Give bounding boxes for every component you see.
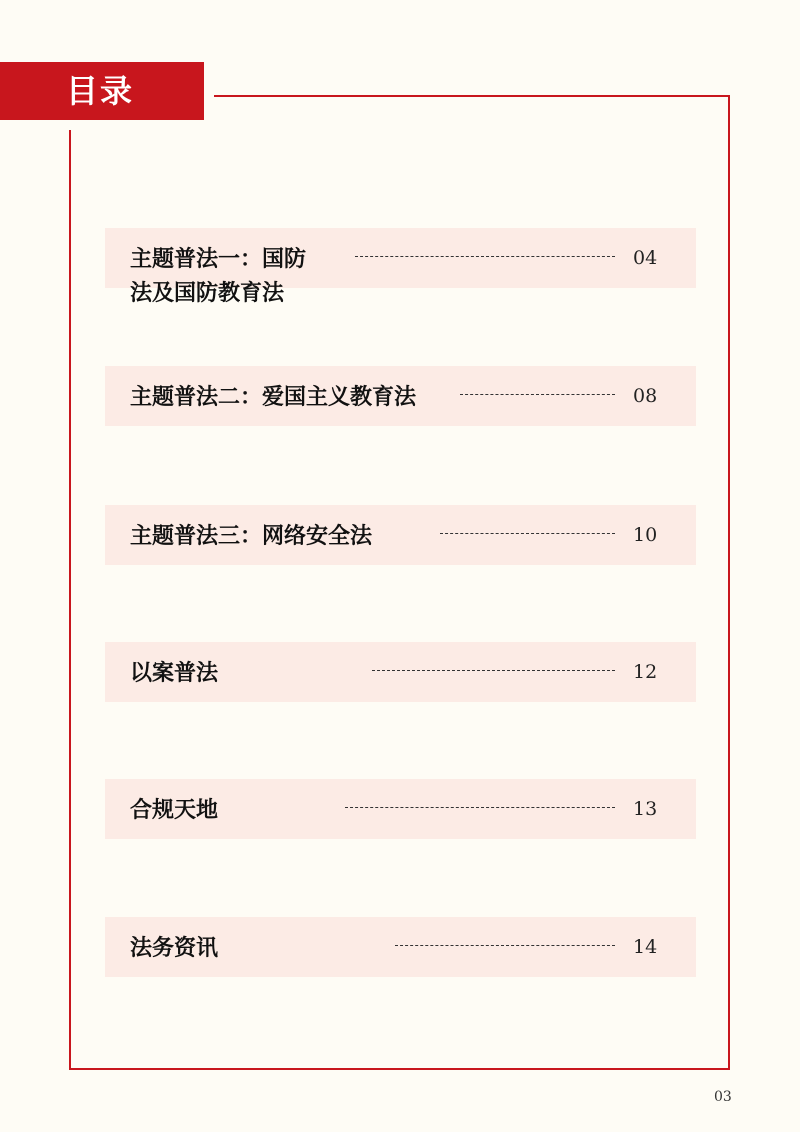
toc-item-legal-news[interactable] <box>105 917 696 977</box>
toc-leader-dots <box>460 394 615 395</box>
toc-item-case-study[interactable] <box>105 642 696 702</box>
toc-leader-dots <box>345 807 615 808</box>
toc-item-page: 04 <box>633 247 658 269</box>
toc-item-page: 14 <box>633 936 658 958</box>
toc-item-page: 12 <box>633 661 658 683</box>
toc-item-page: 08 <box>633 385 658 407</box>
toc-item-label <box>130 242 306 310</box>
toc-item-label: 主题普法二：爱国主义教育法 <box>130 384 417 410</box>
toc-item-label: 法务资讯 <box>130 935 219 961</box>
toc-item-label: 主题普法三：网络安全法 <box>130 523 373 549</box>
page-title: 目录 <box>66 72 135 110</box>
toc-item-compliance[interactable] <box>105 779 696 839</box>
toc-item-page: 10 <box>633 524 658 546</box>
toc-item-page: 13 <box>633 798 658 820</box>
toc-item-label: 以案普法 <box>130 660 219 686</box>
page-number: 03 <box>714 1089 732 1105</box>
toc-item-label-line1: 主题普法一：国防 <box>130 246 307 272</box>
toc-item-patriotic-education-law[interactable] <box>105 366 696 426</box>
toc-leader-dots <box>440 533 615 534</box>
toc-item-label: 合规天地 <box>130 797 219 823</box>
toc-item-label-line2: 法及国防教育法 <box>130 280 285 306</box>
toc-leader-dots <box>395 945 615 946</box>
toc-leader-dots <box>372 670 615 671</box>
toc-item-cybersecurity-law[interactable] <box>105 505 696 565</box>
toc-item-national-defense-law[interactable] <box>105 228 696 306</box>
toc-leader-dots <box>355 256 615 257</box>
toc-title-banner <box>0 62 214 130</box>
